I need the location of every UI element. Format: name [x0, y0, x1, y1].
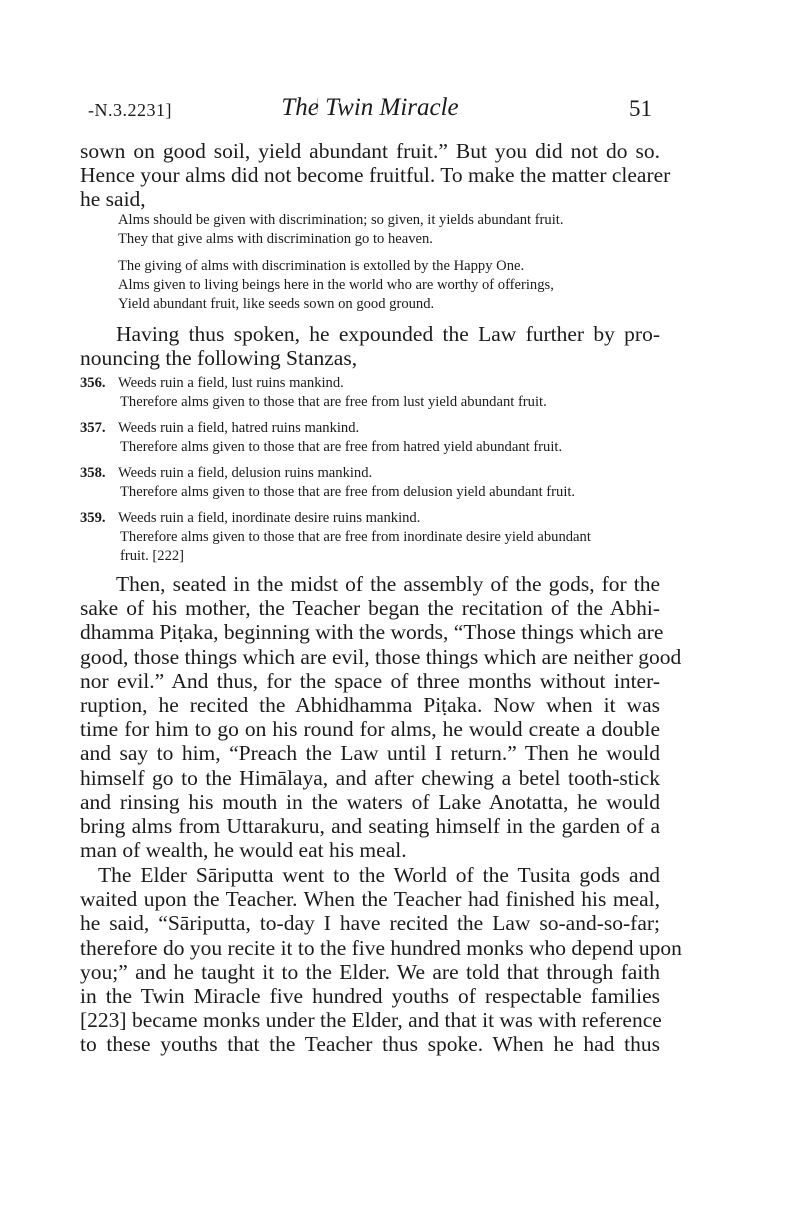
- text-line: time for him to go on his round for alms, he would create a double: [80, 717, 660, 742]
- page-title: The Twin Miracle: [281, 94, 459, 121]
- text-line: and say to him, “Preach the Law until I return.” Then he would: [80, 741, 660, 766]
- text-line: sown on good soil, yield abundant fruit.” But you did not do so.: [80, 139, 660, 163]
- text-line: waited upon the Teacher. When the Teacher had finished his meal,: [80, 887, 660, 912]
- page-number: 51: [629, 96, 652, 121]
- stanza-line: Weeds ruin a field, delusion ruins mankind.: [118, 465, 373, 481]
- stanza-356: [80, 374, 660, 412]
- stanza-line: Therefore alms given to those that are free from lust yield abundant fruit.: [120, 394, 547, 410]
- stanza-line: Therefore alms given to those that are free from delusion yield abundant fruit.: [120, 484, 576, 500]
- text-line: ruption, he recited the Abhidhamma Piṭaka. Now when it was: [80, 693, 660, 718]
- text-line: Hence your alms did not become fruitful. To make the matter clearer: [80, 163, 671, 188]
- stanza-358: [80, 464, 660, 502]
- stanza-number: 359.: [80, 510, 106, 526]
- stanza-number: 358.: [80, 465, 106, 481]
- transition-paragraph: [80, 322, 660, 370]
- text-line: sake of his mother, the Teacher began the recitation of the Abhi-: [80, 596, 660, 621]
- verse-block-2: [118, 257, 638, 314]
- stanza-number: 356.: [80, 375, 106, 391]
- stanza-line: Weeds ruin a field, hatred ruins mankind.: [118, 420, 360, 436]
- text-line: himself go to the Himālaya, and after chewing a betel tooth-stick: [80, 765, 660, 790]
- text-line: nor evil.” And thus, for the space of three months without inter-: [80, 668, 660, 693]
- text-line: and rinsing his mouth in the waters of Lake Anotatta, he would: [80, 789, 660, 814]
- text-line: to these youths that the Teacher thus spoke. When he had thus: [80, 1032, 660, 1057]
- text-line: he said,: [80, 187, 146, 212]
- body-paragraph-sariputta: [80, 863, 682, 1057]
- verse-line: Alms should be given with discrimination; so given, it yields abundant fruit.: [118, 212, 564, 228]
- verse-line: They that give alms with discrimination go to heaven.: [118, 231, 433, 247]
- running-header: [80, 96, 660, 126]
- stanza-357: [80, 419, 660, 457]
- text-line: man of wealth, he would eat his meal.: [80, 838, 407, 863]
- text-line: bring alms from Uttarakuru, and seating himself in the garden of a: [80, 814, 660, 839]
- stanza-line: fruit. [222]: [120, 548, 185, 564]
- text-line: Then, seated in the midst of the assembly of the gods, for the: [116, 572, 660, 596]
- text-line: therefore do you recite it to the five hundred monks who depend upon: [80, 935, 682, 960]
- verse-line: Alms given to living beings here in the world who are worthy of offerings,: [118, 277, 554, 293]
- body-paragraph-teacher-recitation: [80, 572, 682, 863]
- text-line: dhamma Piṭaka, beginning with the words, “Those things which are: [80, 620, 664, 645]
- text-line: in the Twin Miracle five hundred youths of respectable families: [80, 984, 660, 1009]
- text-line: Having thus spoken, he expounded the Law further by pro-: [116, 322, 660, 346]
- stanza-line: Therefore alms given to those that are free from inordinate desire yield abundant: [120, 529, 591, 545]
- header-reference: -N.3.2231]: [88, 100, 172, 120]
- stanza-line: Weeds ruin a field, inordinate desire ruins mankind.: [118, 510, 421, 526]
- verse-line: The giving of alms with discrimination is extolled by the Happy One.: [118, 258, 525, 274]
- stanza-line: Weeds ruin a field, lust ruins mankind.: [118, 375, 344, 391]
- stanza-line: Therefore alms given to those that are free from hatred yield abundant fruit.: [120, 439, 563, 455]
- text-line: he said, “Sāriputta, to-day I have recited the Law so-and-so-far;: [80, 911, 660, 936]
- text-line: The Elder Sāriputta went to the World of the Tusita gods and: [98, 863, 660, 887]
- opening-paragraph: [80, 139, 671, 212]
- text-line: you;” and he taught it to the Elder. We are told that through faith: [80, 959, 660, 984]
- text-line: nouncing the following Stanzas,: [80, 346, 358, 371]
- text-line: [223] became monks under the Elder, and that it was with reference: [80, 1008, 662, 1033]
- stanza-number: 357.: [80, 420, 106, 436]
- text-line: good, those things which are evil, those things which are neither good: [80, 644, 682, 669]
- verse-line: Yield abundant fruit, like seeds sown on good ground.: [118, 296, 435, 312]
- verse-block-1: [118, 211, 638, 249]
- stanza-359: [80, 509, 660, 566]
